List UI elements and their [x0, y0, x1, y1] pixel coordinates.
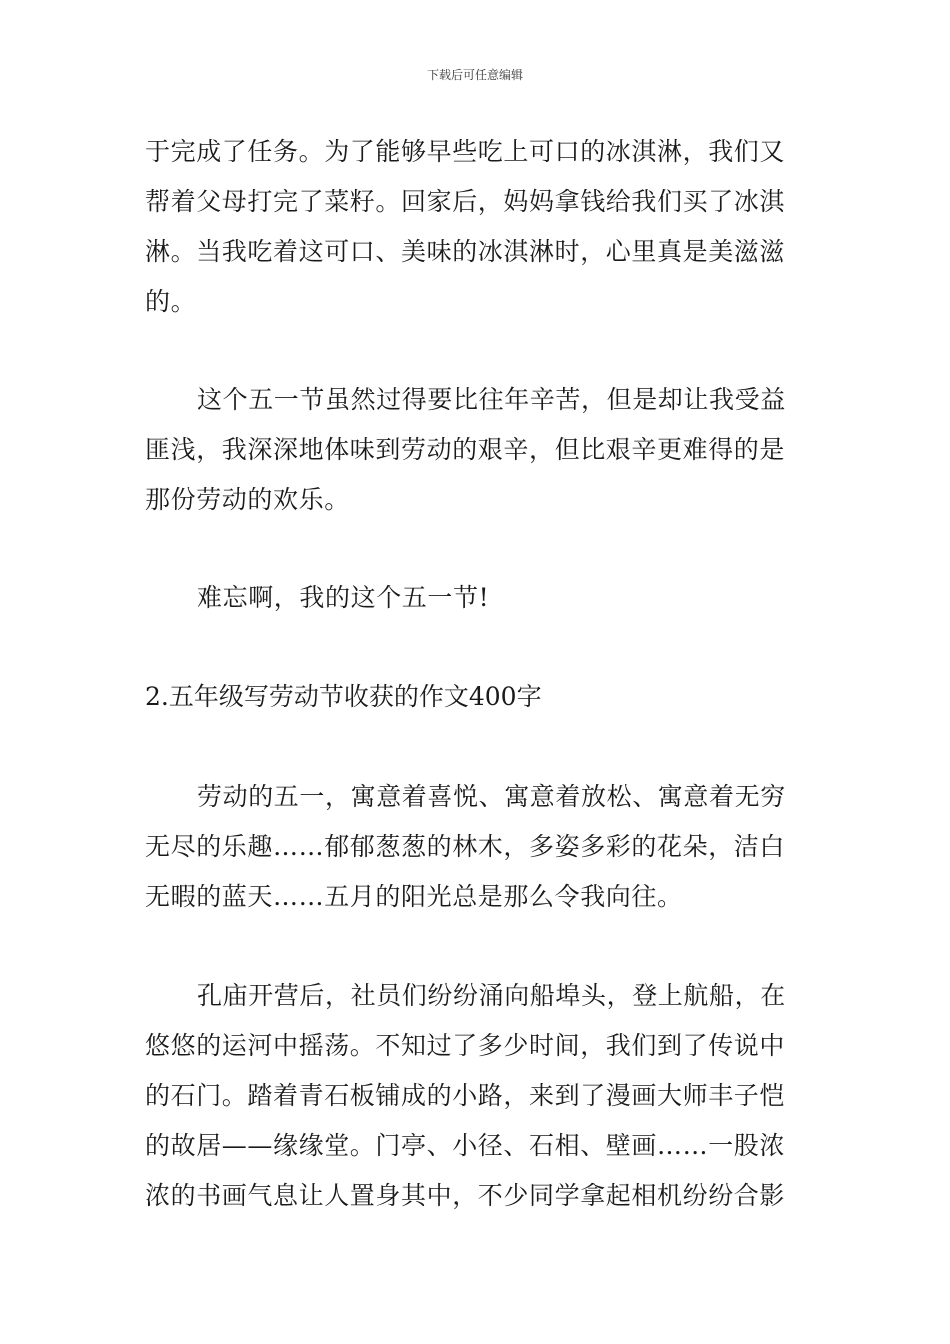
paragraph-continuation: 于完成了任务。为了能够早些吃上可口的冰淇淋，我们又帮着父母打完了菜籽。回家后，妈妈拿钱给我们买了冰淇淋。当我吃着这可口、美味的冰淇淋时，心里真是美滋滋的。	[145, 137, 786, 316]
paragraph: 劳动的五一，寓意着喜悦、寓意着放松、寓意着无穷无尽的乐趣……郁郁葱葱的林木，多姿多彩的花朵，洁白无暇的蓝天……五月的阳光总是那么令我向往。	[145, 782, 786, 911]
paragraph: 难忘啊，我的这个五一节!	[197, 583, 490, 612]
header-note: 下载后可任意编辑	[426, 68, 523, 82]
paragraph: 孔庙开营后，社员们纷纷涌向船埠头，登上航船，在悠悠的运河中摇荡。不知过了多少时间，我们到了传说中的石门。踏着青石板铺成的小路，来到了漫画大师丰子恺的故居——缘缘堂。门亭、小径、石相、壁画……一股浓浓的书画气息让人置身其中，不少同学拿起相机纷纷合影	[145, 981, 786, 1210]
section-heading: 2.五年级写劳动节收获的作文400字	[145, 682, 542, 711]
paragraph: 这个五一节虽然过得要比往年辛苦，但是却让我受益匪浅，我深深地体味到劳动的艰辛，但比艰辛更难得的是那份劳动的欢乐。	[145, 385, 786, 514]
